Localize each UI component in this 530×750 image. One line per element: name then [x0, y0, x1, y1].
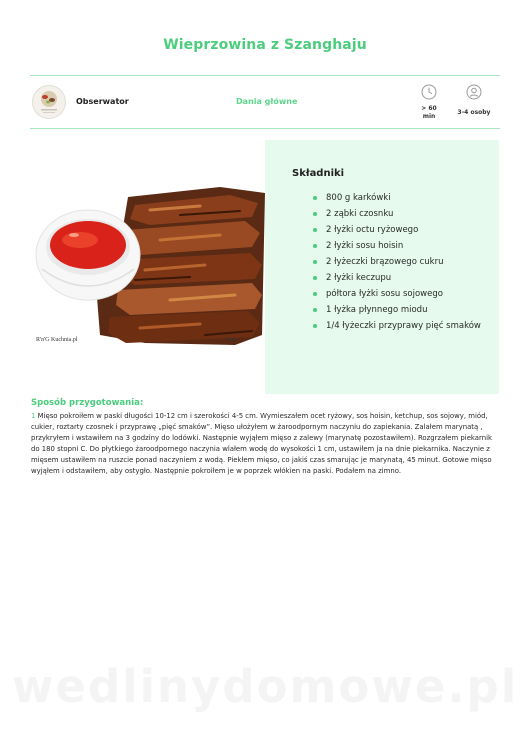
top-divider [30, 75, 500, 76]
site-watermark: wedlinydomowe.pl [11, 660, 519, 713]
ingredient-item: 800 g karkówki [313, 190, 483, 206]
ingredient-item: 2 łyżki sosu hoisin [313, 238, 483, 254]
dish-illustration [30, 185, 265, 350]
ingredient-item: 1 łyżka płynnego miodu [313, 302, 483, 318]
step-number: 1 [31, 412, 36, 420]
photo-caption-left: R'n'G Kuchnia.pl [36, 337, 78, 343]
ingredient-item: 2 ząbki czosnku [313, 206, 483, 222]
recipe-title: Wieprzowina z Szanghaju [163, 37, 367, 53]
recipe-category[interactable]: Dania główne [236, 97, 298, 106]
preparation-step [31, 411, 499, 477]
ingredient-item: półtora łyżki sosu sojowego [313, 286, 483, 302]
header-divider [30, 128, 500, 129]
ingredients-list [313, 190, 483, 334]
person-icon [466, 84, 482, 100]
author-name[interactable]: Obserwator [76, 97, 129, 106]
ingredient-item: 2 łyżki keczupu [313, 270, 483, 286]
ingredients-title: Składniki [292, 168, 345, 179]
photo-caption-right: Rop [226, 337, 237, 343]
preparation-title: Sposób przygotowania: [31, 398, 144, 408]
clock-icon [421, 84, 437, 100]
author-avatar[interactable] [32, 85, 66, 119]
prep-time: > 60 min [421, 105, 437, 120]
ingredient-item: 2 łyżki octu ryżowego [313, 222, 483, 238]
sauce-bowl [36, 210, 140, 300]
avatar-image [33, 86, 65, 118]
ingredient-item: 1/4 łyżeczki przyprawy pięć smaków [313, 318, 483, 334]
recipe-photo [30, 185, 265, 350]
step-text: Mięso pokroiłem w paski długości 10-12 cm i szerokości 4-5 cm. Wymieszałem ocet ryżowy, sos hoisin, ketchup, sos sojowy, miód, cukier, roztarty czosnek i przyprawę „pięć smaków”. Mięso ułożyłem w żaroodpornym naczyniu do zapiekania. Zalałem marynatą , przykryłem i wstawiłem na 3 godziny do lodówki. Następnie wyjąłem mięso z zalewy (marynatę pozostawiłem). Rozgrzałem piekarnik do 180 stopni C. Do płytkiego żaroodpornego naczynia wlałem wodę do wysokości 1 cm, ustawiłem ja na dnie piekarnika. Naczynie z mięsem ustawiłem na ruszcie ponad naczyniem z wodą. Piekłem mięso, co jakiś czas smarując je marynatą, 45 minut. Gotowe mięso wyjąłem i odstawiłem, aby ostygło. Następnie pokroiłem je w poprzek włókien na paski. Podałem na zimno. [31, 412, 493, 475]
ingredient-item: 2 łyżeczki brązowego cukru [313, 254, 483, 270]
servings: 3-4 osoby [457, 109, 491, 116]
